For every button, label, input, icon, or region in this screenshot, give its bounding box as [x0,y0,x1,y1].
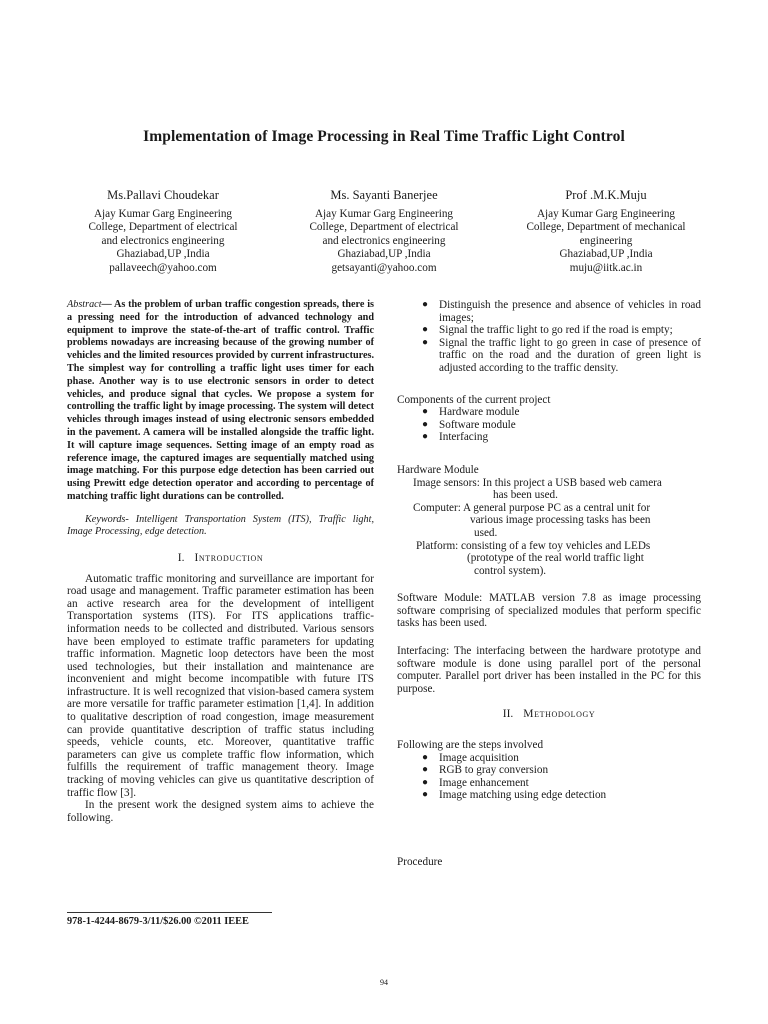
computer-text: used. [474,526,498,539]
right-column [397,299,701,869]
components-list [397,406,701,444]
list-item [397,299,701,324]
list-item [397,752,701,765]
list-item [397,789,701,802]
intro-paragraph: Automatic traffic monitoring and surveillance are important for road usage and management. Traffic parameter estimation has been an active research area for the development of intelligent Transportation systems (ITS). For ITS applications traffic- information needs to be collected and distributed. Various sensors have been employed to estimate traffic parameters for updating traffic information. Magnetic loop detectors have been the most used technologies, but their installation and maintenance are inconvenient and might become incompatible with future ITS infrastructure. It is well recognized that vision-based camera system are more versatile for traffic parameter estimation [1,4]. In addition to qualitative description of road congestion, image measurement can provide quantitative description of traffic status including speeds, vehicle counts, etc. Moreover, quantitative traffic parameters can give us complete traffic flow information, which fulfills the requirement of traffic management theory. Image tracking of moving vehicles can give us quantitative description of traffic flow [3]. [67,572,374,799]
interfacing-text: Interfacing: The interfacing between the hardware prototype and software module is done using parallel port of the personal computer. Parallel port driver has been installed in the PC for this purpose. [397,645,701,695]
platform-text: (prototype of the real world traffic light [467,552,644,565]
bullet-icon: ● [422,431,429,443]
bullet-icon: ● [422,751,429,763]
section-title: Introduction [194,551,264,564]
component-text: Software module [439,418,516,431]
bullet-icon: ● [422,336,429,348]
section-title: Methodology [523,708,596,721]
author-location: Ghaziabad,UP ,India [559,248,653,261]
bullet-icon: ● [422,789,429,801]
author-name: Prof .M.K.Muju [565,188,647,202]
software-module: Software Module: MATLAB version 7.8 as image processing software comprising of specialized modules that perform specific tasks has been used. [397,592,701,630]
author-name: Ms. Sayanti Banerjee [330,188,438,202]
aims-list [397,299,701,375]
list-item [397,777,701,790]
paper-title: Implementation of Image Processing in Real Time Traffic Light Control [143,128,625,145]
author-block-1 [53,189,273,276]
hardware-module [397,464,701,577]
author-affiliation: engineering [579,234,633,247]
section-number: I. [177,551,185,564]
step-text: RGB to gray conversion [439,764,549,777]
author-location: Ghaziabad,UP ,India [116,248,210,261]
page-number: 94 [380,978,388,987]
section-heading-introduction [67,552,374,565]
aim-text: Signal the traffic light to go green in case of presence of traffic on the road and the duration of green light is adjusted according to the traffic density. [439,336,701,374]
author-email: getsayanti@yahoo.com [331,261,437,274]
steps-list [397,752,701,802]
methodology-intro: Following are the steps involved [397,739,544,752]
author-affiliation: Ajay Kumar Garg Engineering [93,207,233,220]
author-affiliation: and electronics engineering [322,234,446,247]
author-affiliation: College, Department of electrical [309,221,459,234]
list-item [397,324,701,337]
abstract [67,299,374,504]
bullet-icon: ● [422,418,429,430]
copyright-footnote: 978-1-4244-8679-3/11/$26.00 ©2011 IEEE [67,916,249,927]
author-email: pallaveech@yahoo.com [109,261,217,274]
list-item [397,764,701,777]
aim-text: Signal the traffic light to go red if the road is empty; [439,324,673,337]
author-affiliation: Ajay Kumar Garg Engineering [314,207,454,220]
list-item [397,337,701,375]
aim-text: Distinguish the presence and absence of vehicles in road images; [439,299,701,324]
step-text: Image enhancement [439,776,529,789]
author-affiliation: College, Department of electrical [88,221,238,234]
computer-text: Computer: A general purpose PC as a central unit for [413,501,651,514]
bullet-icon: ● [422,324,429,336]
section-heading-methodology [397,708,701,721]
left-column [67,299,374,824]
bullet-icon: ● [422,764,429,776]
keywords: Keywords- Intelligent Transportation System (ITS), Traffic light, Image Processing, edge detection. [67,513,374,538]
abstract-lead: Abstract [67,299,102,310]
image-sensors-text: has been used. [493,489,558,502]
component-text: Hardware module [439,406,520,419]
author-affiliation: and electronics engineering [101,234,225,247]
author-block-3 [496,189,716,276]
bullet-icon: ● [422,776,429,788]
bullet-icon: ● [422,406,429,418]
abstract-text: — As the problem of urban traffic congestion spreads, there is a pressing need for the introduction of advanced technology and equipment to improve the state-of-the-art of traffic control. Traffic problems nowadays are increasing because of the growing number of vehicles and the limited resources provided by current infrastructures. The simplest way for controlling a traffic light uses timer for each phase. Another way is to use electronic sensors in order to detect vehicles, and produce signal that cycles. We propose a system for controlling the traffic light by image processing. The system will detect vehicles through images instead of using electronic sensors embedded in the pavement. A camera will be installed alongside the traffic light. It will capture image sequences. Setting image of an empty road as reference image, the captured images are sequentially matched using image matching. For this purpose edge detection has been carried out using Prewitt edge detection operator and according to percentage of matching traffic light durations can be controlled. [67,299,374,502]
procedure-heading: Procedure [397,856,443,868]
component-text: Interfacing [439,431,489,444]
image-sensors-text: Image sensors: In this project a USB based web camera [413,476,662,489]
section-number: II. [502,708,514,721]
hardware-heading: Hardware Module [397,463,479,476]
platform-text: Platform: consisting of a few toy vehicles and LEDs [416,539,651,552]
author-email: muju@iitk.ac.in [569,261,643,274]
list-item [397,419,701,432]
list-item [397,406,701,419]
intro-paragraph: In the present work the designed system aims to achieve the following. [67,799,374,824]
bullet-icon: ● [422,299,429,310]
platform-text: control system). [474,564,547,577]
author-affiliation: Ajay Kumar Garg Engineering [536,207,676,220]
computer-text: various image processing tasks has been [470,514,651,527]
author-block-2 [274,189,494,276]
step-text: Image matching using edge detection [439,789,607,802]
step-text: Image acquisition [439,751,519,764]
footnote-divider [67,912,272,913]
list-item [397,431,701,444]
author-affiliation: College, Department of mechanical [526,221,686,234]
author-location: Ghaziabad,UP ,India [337,248,431,261]
author-name: Ms.Pallavi Choudekar [107,188,219,202]
components-heading: Components of the current project [397,393,551,406]
